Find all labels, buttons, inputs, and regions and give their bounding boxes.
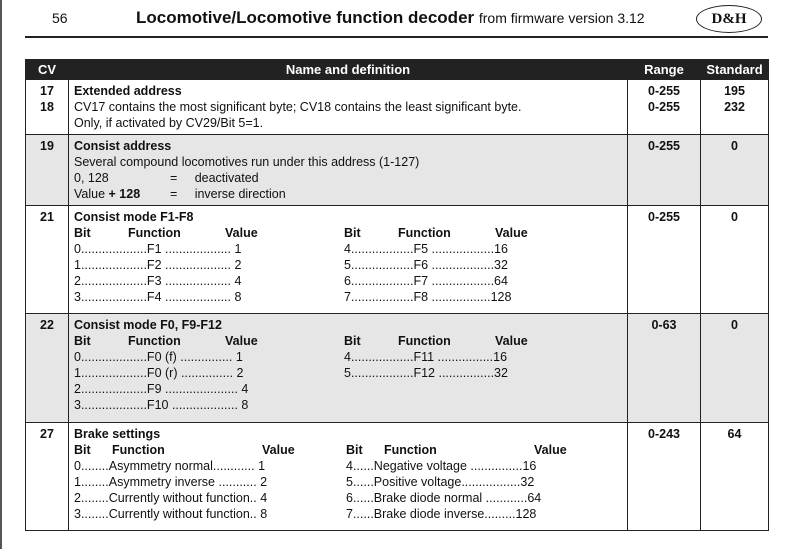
range-cell: 0-255 (628, 206, 701, 314)
range-cell: 0-255 0-255 (628, 80, 701, 135)
range-cell: 0-243 (628, 423, 701, 531)
definition-cell: Consist address Several compound locomotives run under this address (1-127) 0, 128 = deactivated Value + 128 = inverse direction (69, 135, 628, 206)
table-row (26, 206, 769, 314)
table-row (26, 423, 769, 531)
col-header-standard: Standard (701, 60, 769, 80)
cv-name: Consist address (74, 139, 172, 153)
table-row (26, 314, 769, 423)
definition-cell (69, 423, 628, 531)
standard-cell: 195 232 (701, 80, 769, 135)
standard-cell: 0 (701, 314, 769, 423)
cv-name: Extended address (74, 84, 182, 98)
page-number: 56 (52, 10, 68, 26)
cv-cell: 19 (26, 135, 69, 206)
table-row (26, 135, 769, 206)
dh-logo: D&H (696, 5, 762, 33)
standard-cell: 0 (701, 206, 769, 314)
title-subtitle: from firmware version 3.12 (478, 10, 645, 26)
page-left-edge (0, 0, 2, 549)
table-row (26, 80, 769, 135)
cv-name: Consist mode F1-F8 (74, 210, 194, 224)
standard-cell: 0 (701, 135, 769, 206)
cv-cell: 22 (26, 314, 69, 423)
definition-cell: Extended address CV17 contains the most significant byte; CV18 contains the least significant byte. Only, if activated by CV29/Bit 5=1. (69, 80, 628, 135)
cv-cell: 21 (26, 206, 69, 314)
cv-table (25, 59, 769, 531)
col-header-cv: CV (26, 60, 69, 80)
range-cell: 0-63 (628, 314, 701, 423)
definition-cell (69, 206, 628, 314)
bit-table: Bit Function Value 0...................F1 ................... 1 1...................F2 ................... 2 2...................F3 ................... 4 3...................F4 ................... 8 Bit Function Value 4..................F5 ..................16 5..................F6 ..................32 6..................F7 ..................64 7..................F8 .................128 (74, 226, 528, 304)
page-title (136, 8, 645, 28)
col-header-range: Range (628, 60, 701, 80)
bit-table: Bit Function Value 0...................F0 (f) ............... 1 1...................F0 (r) ............... 2 2...................F9 ..................... 4 3...................F10 ................... 8 Bit Function Value 4..................F11 ................16 5..................F12 ................32 (74, 334, 528, 412)
cv-name: Brake settings (74, 427, 161, 441)
col-header-name: Name and definition (69, 60, 628, 80)
table-header-row (26, 60, 769, 80)
header-rule (25, 36, 768, 38)
bit-table: Bit Function Value 0........Asymmetry normal............ 1 1........Asymmetry inverse ........... 2 2........Currently without function.. 4 3........Currently without function.. 8 Bit Function Value 4......Negative voltage ...............16 5......Positive voltage.................32 6......Brake diode normal ............64 7......Brake diode inverse.........128 (74, 443, 567, 521)
standard-cell: 64 (701, 423, 769, 531)
cv-name: Consist mode F0, F9-F12 (74, 318, 222, 332)
cv-cell: 17 18 (26, 80, 69, 135)
range-cell: 0-255 (628, 135, 701, 206)
title-main: Locomotive/Locomotive function decoder (136, 8, 475, 27)
cv-cell: 27 (26, 423, 69, 531)
definition-cell (69, 314, 628, 423)
